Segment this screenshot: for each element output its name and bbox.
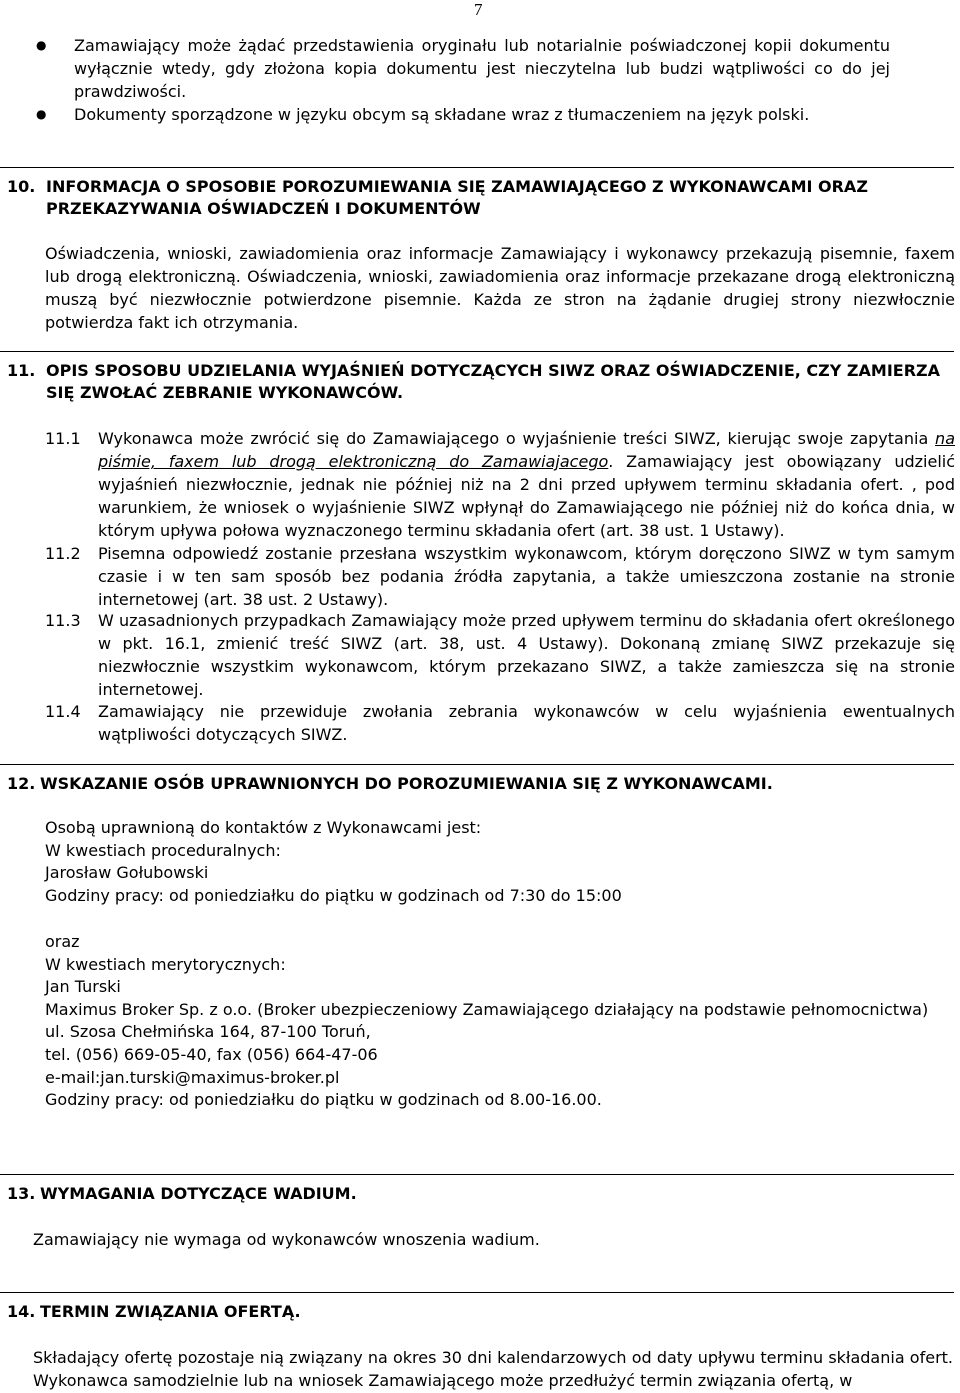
- contact-line: Jarosław Gołubowski: [45, 863, 209, 883]
- page-number: 7: [474, 0, 483, 19]
- subsection-text: W uzasadnionych przypadkach Zamawiający może przed upływem terminu do składania ofert określonego w pkt. 16.1, zmienić treść SIWZ (art. 38, ust. 4 Ustawy). Dokonaną zmianę SIWZ przekazuje się niezwłocznie wszystkim wykonawcom, którym przekazano SIWZ, a także zamieszcza się na stronie internetowej.: [98, 611, 955, 699]
- section-title: OPIS SPOSOBU UDZIELANIA WYJAŚNIEŃ DOTYCZĄCYCH SIWZ ORAZ OŚWIADCZENIE, CZY ZAMIERZA SIĘ ZWOŁAĆ ZEBRANIE WYKONAWCÓW.: [46, 361, 941, 402]
- bullet-text: Dokumenty sporządzone w języku obcym są składane wraz z tłumaczeniem na język polski.: [74, 105, 810, 124]
- section-number: 13.: [7, 1184, 36, 1203]
- subsection-number: 11.4: [45, 702, 81, 721]
- subsection-11-2: [45, 542, 955, 611]
- contact-line: W kwestiach merytorycznych:: [45, 954, 286, 974]
- section-14-heading: [0, 1292, 954, 1323]
- subsection-number: 11.3: [45, 611, 81, 630]
- subsection-11-3: [45, 609, 955, 701]
- section-10-heading: [0, 167, 954, 220]
- contact-line: e-mail:jan.turski@maximus-broker.pl: [45, 1067, 340, 1087]
- contact-line: ul. Szosa Chełmińska 164, 87-100 Toruń,: [45, 1022, 371, 1042]
- subsection-text: Zamawiający nie przewiduje zwołania zebrania wykonawców w celu wyjaśnienia ewentualnych wątpliwości dotyczących SIWZ.: [98, 702, 955, 744]
- section-title: WSKAZANIE OSÓB UPRAWNIONYCH DO POROZUMIEWANIA SIĘ Z WYKONAWCAMI.: [40, 774, 773, 793]
- contact-block-substantive: [45, 931, 955, 1112]
- subsection-number: 11.1: [45, 429, 81, 448]
- contact-line: tel. (056) 669-05-40, fax (056) 664-47-06: [45, 1044, 378, 1064]
- section-13-heading: [0, 1174, 954, 1205]
- section-title: TERMIN ZWIĄZANIA OFERTĄ.: [40, 1302, 301, 1321]
- contact-block-procedural: [45, 817, 955, 907]
- section-10-body: Oświadczenia, wnioski, zawiadomienia oraz informacje Zamawiający i wykonawcy przekazują pisemnie, faxem lub drogą elektroniczną. Oświadczenia, wnioski, zawiadomienia oraz informacje przekazane drogą elektroniczną muszą być niezwłocznie potwierdzone pisemnie. Każda ze stron na żądanie drugiej strony niezwłocznie potwierdza fakt ich otrzymania.: [45, 244, 955, 332]
- bullet-icon: ●: [36, 38, 47, 52]
- section-number: 12.: [7, 774, 36, 793]
- subsection-number: 11.2: [45, 544, 81, 563]
- section-number: 14.: [7, 1302, 36, 1321]
- contact-line: Godziny pracy: od poniedziałku do piątku w godzinach od 7:30 do 15:00: [45, 885, 622, 905]
- subsection-11-4: [45, 700, 955, 746]
- section-title: INFORMACJA O SPOSOBIE POROZUMIEWANIA SIĘ ZAMAWIAJĄCEGO Z WYKONAWCAMI ORAZ PRZEKAZYWANIA OŚWIADCZEŃ I DOKUMENTÓW: [46, 177, 868, 218]
- bullet-text: Zamawiający może żądać przedstawienia oryginału lub notarialnie poświadczonej kopii dokumentu wyłącznie wtedy, gdy złożona kopia dokumentu jest nieczytelna lub budzi wątpliwości co do jej prawdziwości.: [74, 36, 890, 101]
- contact-line: Godziny pracy: od poniedziałku do piątku w godzinach od 8.00-16.00.: [45, 1090, 602, 1110]
- bullet-icon: ●: [36, 107, 47, 121]
- bullet-item-2: [36, 103, 934, 126]
- subsection-11-1: [45, 427, 955, 542]
- contact-line: oraz: [45, 932, 80, 951]
- contact-line: Osobą uprawnioną do kontaktów z Wykonawcami jest:: [45, 818, 482, 837]
- section-number: 11.: [7, 361, 36, 380]
- subsection-text: Wykonawca może zwrócić się do Zamawiającego o wyjaśnienie treści SIWZ, kierując swoje zapytania na piśmie, faxem lub drogą elektroniczną do Zamawiajacego. Zamawiający jest obowiązany udzielić wyjaśnień niezwłocznie, jednak nie później niż na 2 dni przed upływem terminu składania ofert. , pod warunkiem, że wniosek o wyjaśnienie SIWZ wpłynął do Zamawiającego nie później niż do końca dnia, w którym upływa połowa wyznaczonego terminu składania ofert (art. 38 ust. 1 Ustawy).: [98, 429, 956, 540]
- section-number: 10.: [7, 177, 36, 196]
- subsection-text: Pisemna odpowiedź zostanie przesłana wszystkim wykonawcom, którym doręczono SIWZ w tym samym czasie i w ten sam sposób bez podania źródła zapytania, a także umieszczona zostanie na stronie internetowej (art. 38 ust. 2 Ustawy).: [98, 544, 955, 609]
- contact-broker: Maximus Broker Sp. z o.o. (Broker ubezpieczeniowy Zamawiającego działający na podstawie pełnomocnictwa): [45, 999, 929, 1019]
- section-14-body: Składający ofertę pozostaje nią związany na okres 30 dni kalendarzowych od daty upływu terminu składania ofert. Wykonawca samodzielnie lub na wniosek Zamawiającego może przedłużyć termin związania ofertą, w: [33, 1348, 953, 1390]
- underlined-text: na piśmie, faxem lub drogą elektroniczną do Zamawiajacego: [98, 429, 955, 471]
- section-title: WYMAGANIA DOTYCZĄCE WADIUM.: [40, 1184, 357, 1203]
- contact-line: Jan Turski: [45, 977, 121, 997]
- section-11-heading: [0, 351, 954, 404]
- bullet-item-1: [36, 34, 890, 103]
- contact-line: W kwestiach proceduralnych:: [45, 840, 281, 860]
- section-13-body: Zamawiający nie wymaga od wykonawców wnoszenia wadium.: [33, 1230, 540, 1249]
- section-12-heading: [0, 764, 954, 795]
